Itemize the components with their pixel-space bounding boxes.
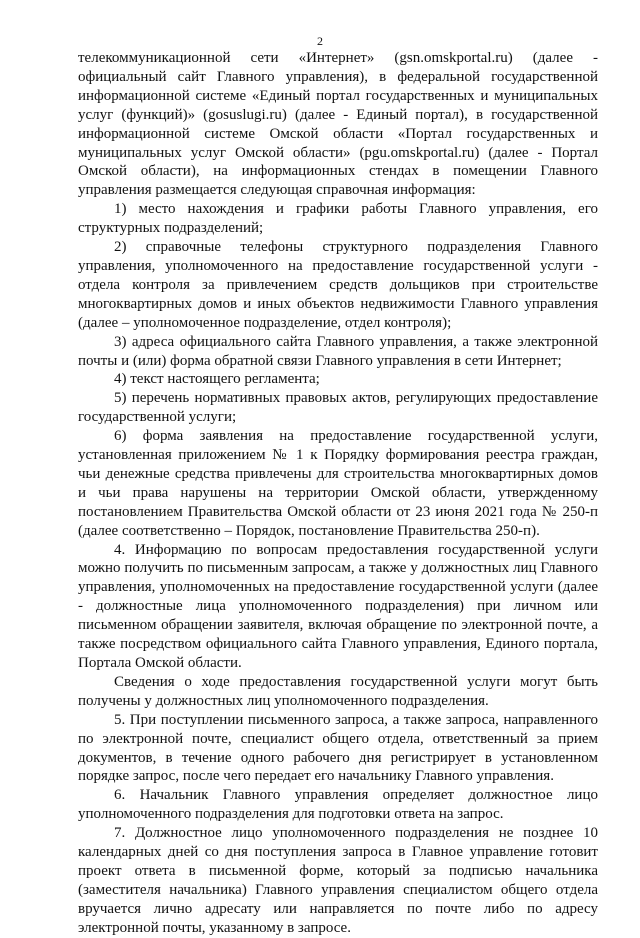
paragraph-section-4: 4. Информацию по вопросам предоставления государственной услуги можно получить по письменным запросам, а также у должностных лиц Главного управления, уполномоченных на предоставление государственной услуги (далее - должностные лица уполномоченного подразделения) при личном или письменном обращении заявителя, включая обращение по электронной почте, а также посредством официального сайта Главного управления, Единого портала, Портала Омской области. — [78, 541, 598, 671]
paragraph-item-5: 5) перечень нормативных правовых актов, регулирующих предоставление государственной услуги; — [78, 390, 598, 426]
paragraph-intro-continuation: телекоммуникационной сети «Интернет» (gsn.omskportal.ru) (далее - официальный сайт Главного управления), в федеральной государственной информационной системе «Единый портал государственных и муниципальных услуг (функций)» (gosuslugi.ru) (далее - Единый портал), в государственной информационной системе Омской области «Портал государственных и муниципальных услуг Омской области» (pgu.omskportal.ru) (далее - Портал Омской области), на информационных стендах в помещении Главного управления размещается следующая справочная информация: — [78, 50, 598, 199]
paragraph-status-info: Сведения о ходе предоставления государственной услуги могут быть получены у должностных лиц уполномоченного подразделения. — [78, 673, 598, 709]
paragraph-item-3: 3) адреса официального сайта Главного управления, а также электронной почты и (или) форма обратной связи Главного управления в сети Интернет; — [78, 333, 598, 369]
paragraph-item-4: 4) текст настоящего регламента; — [114, 371, 320, 388]
paragraph-section-6: 6. Начальник Главного управления определяет должностное лицо уполномоченного подразделения для подготовки ответа на запрос. — [78, 787, 598, 823]
paragraph-section-7: 7. Должностное лицо уполномоченного подразделения не позднее 10 календарных дней со дня поступления запроса в Главное управление готовит проект ответа в письменной форме, который за подписью начальника (заместителя начальника) Главного управления специалистом общего отдела вручается лично адресату или направляется по почте либо по адресу электронной почты, указанному в запросе. — [78, 825, 598, 936]
paragraph-item-1: 1) место нахождения и графики работы Главного управления, его структурных подразделений; — [78, 201, 598, 237]
paragraph-item-2: 2) справочные телефоны структурного подразделения Главного управления, уполномоченного на предоставление государственной услуги - отдела контроля за привлечением средств дольщиков при строительстве многоквартирных домов и иных объектов недвижимости Главного управления (далее – уполномоченное подразделение, отдел контроля); — [78, 239, 598, 331]
document-body — [78, 49, 598, 938]
page-number: 2 — [317, 34, 323, 48]
paragraph-section-5: 5. При поступлении письменного запроса, а также запроса, направленного по электронной почте, специалист общего отдела, ответственный за прием документов, в течение одного рабочего дня регистрирует в установленном порядке запрос, после чего передает его начальнику Главного управления. — [78, 711, 598, 785]
paragraph-item-6: 6) форма заявления на предоставление государственной услуги, установленная приложением № 1 к Порядку формирования реестра граждан, чьи денежные средства привлечены для строительства многоквартирных домов и чьи права нарушены на территории Омской области, утвержденному постановлением Правительства Омской области от 23 июня 2021 года № 250-п (далее соответственно – Порядок, постановление Правительства 250-п). — [78, 428, 598, 539]
